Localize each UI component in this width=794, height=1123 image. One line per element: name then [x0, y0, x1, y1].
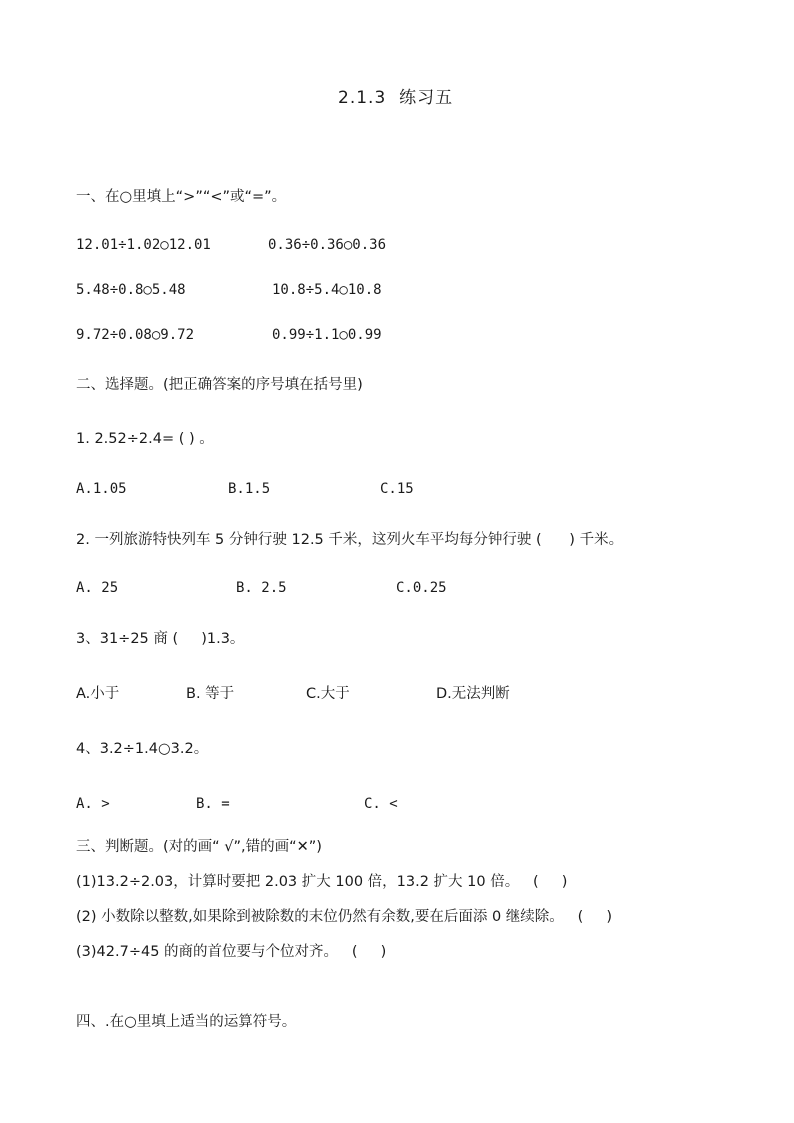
q4-option-a: A. >	[76, 796, 110, 812]
question-4: 4、3.2÷1.4○3.2。	[76, 741, 209, 757]
compare-item-2: 0.36÷0.36○0.36	[268, 237, 387, 253]
q2-option-a: A. 25	[76, 580, 119, 596]
compare-item-5: 9.72÷0.08○9.72	[76, 327, 195, 343]
question-1: 1. 2.52÷2.4= ( ) 。	[76, 431, 214, 447]
q3-option-c: C.大于	[306, 686, 350, 702]
section4-heading: 四、.在○里填上适当的运算符号。	[76, 1014, 297, 1030]
q3-option-b: B. 等于	[186, 686, 235, 702]
question-3: 3、31÷25 商 ( )1.3。	[76, 631, 245, 647]
judge-item-2: (2) 小数除以整数,如果除到被除数的末位仍然有余数,要在后面添 0 继续除。 ( )	[76, 909, 612, 925]
judge-item-1: (1)13.2÷2.03，计算时要把 2.03 扩大 100 倍，13.2 扩大 10 倍。 ( )	[76, 874, 568, 890]
question-2: 2. 一列旅游特快列车 5 分钟行驶 12.5 千米，这列火车平均每分钟行驶 ( ) 千米。	[76, 532, 624, 548]
compare-item-3: 5.48÷0.8○5.48	[76, 282, 186, 298]
q1-option-b: B.1.5	[228, 481, 271, 497]
q2-option-c: C.0.25	[396, 580, 447, 596]
q2-option-b: B. 2.5	[236, 580, 287, 596]
compare-item-4: 10.8÷5.4○10.8	[272, 282, 382, 298]
q1-option-a: A.1.05	[76, 481, 127, 497]
q3-option-d: D.无法判断	[436, 686, 510, 702]
section3-heading: 三、判断题。(对的画“ √”,错的画“✕”)	[76, 839, 322, 855]
q1-option-c: C.15	[380, 481, 414, 497]
compare-item-6: 0.99÷1.1○0.99	[272, 327, 382, 343]
q4-option-c: C. <	[364, 796, 398, 812]
judge-item-3: (3)42.7÷45 的商的首位要与个位对齐。 ( )	[76, 944, 387, 960]
compare-item-1: 12.01÷1.02○12.01	[76, 237, 211, 253]
q3-option-a: A.小于	[76, 686, 120, 702]
q4-option-b: B. =	[196, 796, 230, 812]
page-title: 2.1.3 练习五	[338, 88, 454, 108]
section1-heading: 一、在○里填上“>”“<”或“=”。	[76, 189, 287, 205]
section2-heading: 二、选择题。(把正确答案的序号填在括号里)	[76, 377, 363, 393]
